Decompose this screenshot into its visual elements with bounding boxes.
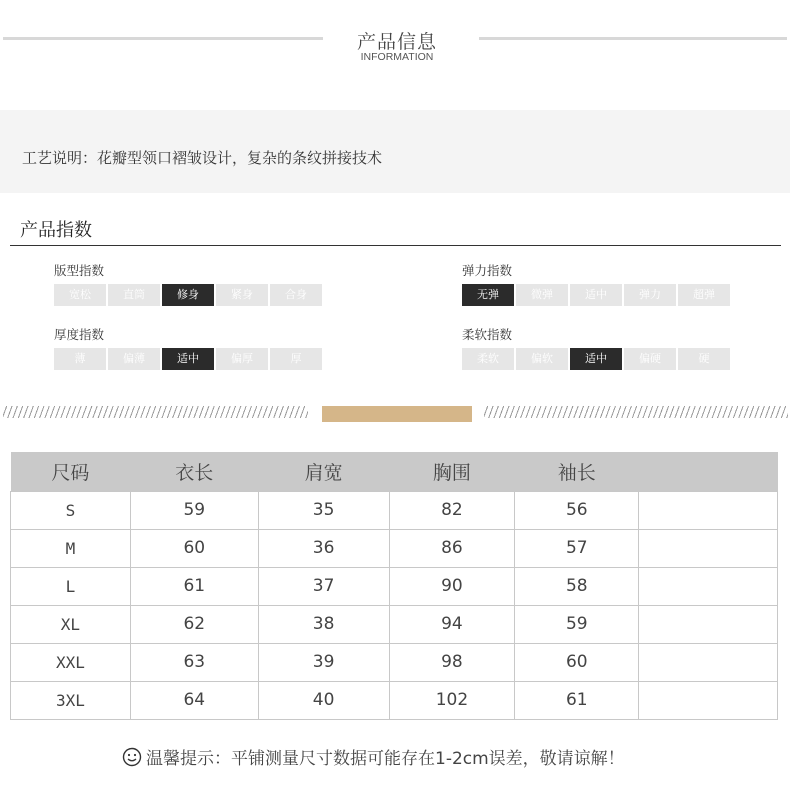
product-index-rule — [10, 245, 781, 246]
table-cell: 63 — [130, 643, 258, 681]
column-header: 肩宽 — [258, 452, 389, 491]
table-cell — [639, 567, 778, 605]
measurement-tip — [122, 744, 722, 769]
column-header — [639, 452, 778, 491]
table-cell — [639, 643, 778, 681]
section-title: 产品信息 — [356, 31, 437, 53]
fit-option: 宽松 — [54, 284, 106, 306]
thickness-index-label: 厚度指数 — [54, 327, 105, 342]
table-row — [11, 491, 778, 529]
table-cell — [639, 681, 778, 719]
table-row — [11, 529, 778, 567]
size-cell: XL — [11, 605, 131, 643]
fit-option: 合身 — [270, 284, 322, 306]
column-header: 衣长 — [130, 452, 258, 491]
table-cell — [639, 605, 778, 643]
table-cell — [639, 529, 778, 567]
table-cell: 94 — [389, 605, 515, 643]
table-row — [11, 681, 778, 719]
column-header: 袖长 — [515, 452, 639, 491]
thickness-option: 适中 — [162, 348, 214, 370]
softness-option: 柔软 — [462, 348, 514, 370]
accent-bar — [322, 406, 472, 422]
elasticity-option: 微弹 — [516, 284, 568, 306]
elasticity-option: 弹力 — [624, 284, 676, 306]
table-cell: 61 — [515, 681, 639, 719]
table-cell: 38 — [258, 605, 389, 643]
elasticity-index-label: 弹力指数 — [462, 263, 513, 278]
table-cell: 64 — [130, 681, 258, 719]
column-header: 尺码 — [11, 452, 131, 491]
elasticity-option: 无弹 — [462, 284, 514, 306]
header-line-right — [479, 37, 787, 40]
table-cell: 35 — [258, 491, 389, 529]
table-row — [11, 567, 778, 605]
table-row — [11, 643, 778, 681]
table-cell: 61 — [130, 567, 258, 605]
table-cell: 62 — [130, 605, 258, 643]
table-cell: 58 — [515, 567, 639, 605]
table-row — [11, 605, 778, 643]
smiley-icon — [122, 747, 142, 767]
table-cell: 82 — [389, 491, 515, 529]
fit-index-scale — [54, 284, 324, 306]
fit-option: 直筒 — [108, 284, 160, 306]
table-cell: 60 — [515, 643, 639, 681]
table-cell — [639, 491, 778, 529]
table-cell: 102 — [389, 681, 515, 719]
thickness-option: 偏厚 — [216, 348, 268, 370]
size-cell: M — [11, 529, 131, 567]
hatched-divider-left — [3, 406, 308, 418]
thickness-option: 偏薄 — [108, 348, 160, 370]
fit-option: 紧身 — [216, 284, 268, 306]
size-table — [10, 452, 778, 720]
product-index-title: 产品指数 — [20, 220, 92, 241]
column-header: 胸围 — [389, 452, 515, 491]
table-cell: 56 — [515, 491, 639, 529]
hatched-divider-right — [484, 406, 788, 418]
table-cell: 59 — [515, 605, 639, 643]
table-cell: 37 — [258, 567, 389, 605]
size-cell: S — [11, 491, 131, 529]
section-subtitle: INFORMATION — [360, 51, 434, 63]
elasticity-option: 超弹 — [678, 284, 730, 306]
fit-index-label: 版型指数 — [54, 263, 105, 278]
softness-option: 硬 — [678, 348, 730, 370]
elasticity-option: 适中 — [570, 284, 622, 306]
softness-index-scale — [462, 348, 732, 370]
table-cell: 39 — [258, 643, 389, 681]
elasticity-index-scale — [462, 284, 732, 306]
table-cell: 86 — [389, 529, 515, 567]
table-cell: 60 — [130, 529, 258, 567]
table-cell: 90 — [389, 567, 515, 605]
softness-option: 适中 — [570, 348, 622, 370]
size-cell: XXL — [11, 643, 131, 681]
fit-option: 修身 — [162, 284, 214, 306]
thickness-option: 厚 — [270, 348, 322, 370]
softness-option: 偏硬 — [624, 348, 676, 370]
thickness-index-scale — [54, 348, 324, 370]
size-cell: L — [11, 567, 131, 605]
softness-option: 偏软 — [516, 348, 568, 370]
table-header-row — [11, 452, 778, 491]
thickness-option: 薄 — [54, 348, 106, 370]
table-cell: 59 — [130, 491, 258, 529]
table-cell: 36 — [258, 529, 389, 567]
tip-text: 温馨提示：平铺测量尺寸数据可能存在1-2cm误差，敬请谅解！ — [146, 749, 625, 769]
header-line-left — [3, 37, 323, 40]
softness-index-label: 柔软指数 — [462, 327, 513, 342]
table-cell: 40 — [258, 681, 389, 719]
craft-description: 工艺说明：花瓣型领口褶皱设计，复杂的条纹拼接技术 — [22, 149, 383, 167]
table-cell: 57 — [515, 529, 639, 567]
size-cell: 3XL — [11, 681, 131, 719]
table-cell: 98 — [389, 643, 515, 681]
